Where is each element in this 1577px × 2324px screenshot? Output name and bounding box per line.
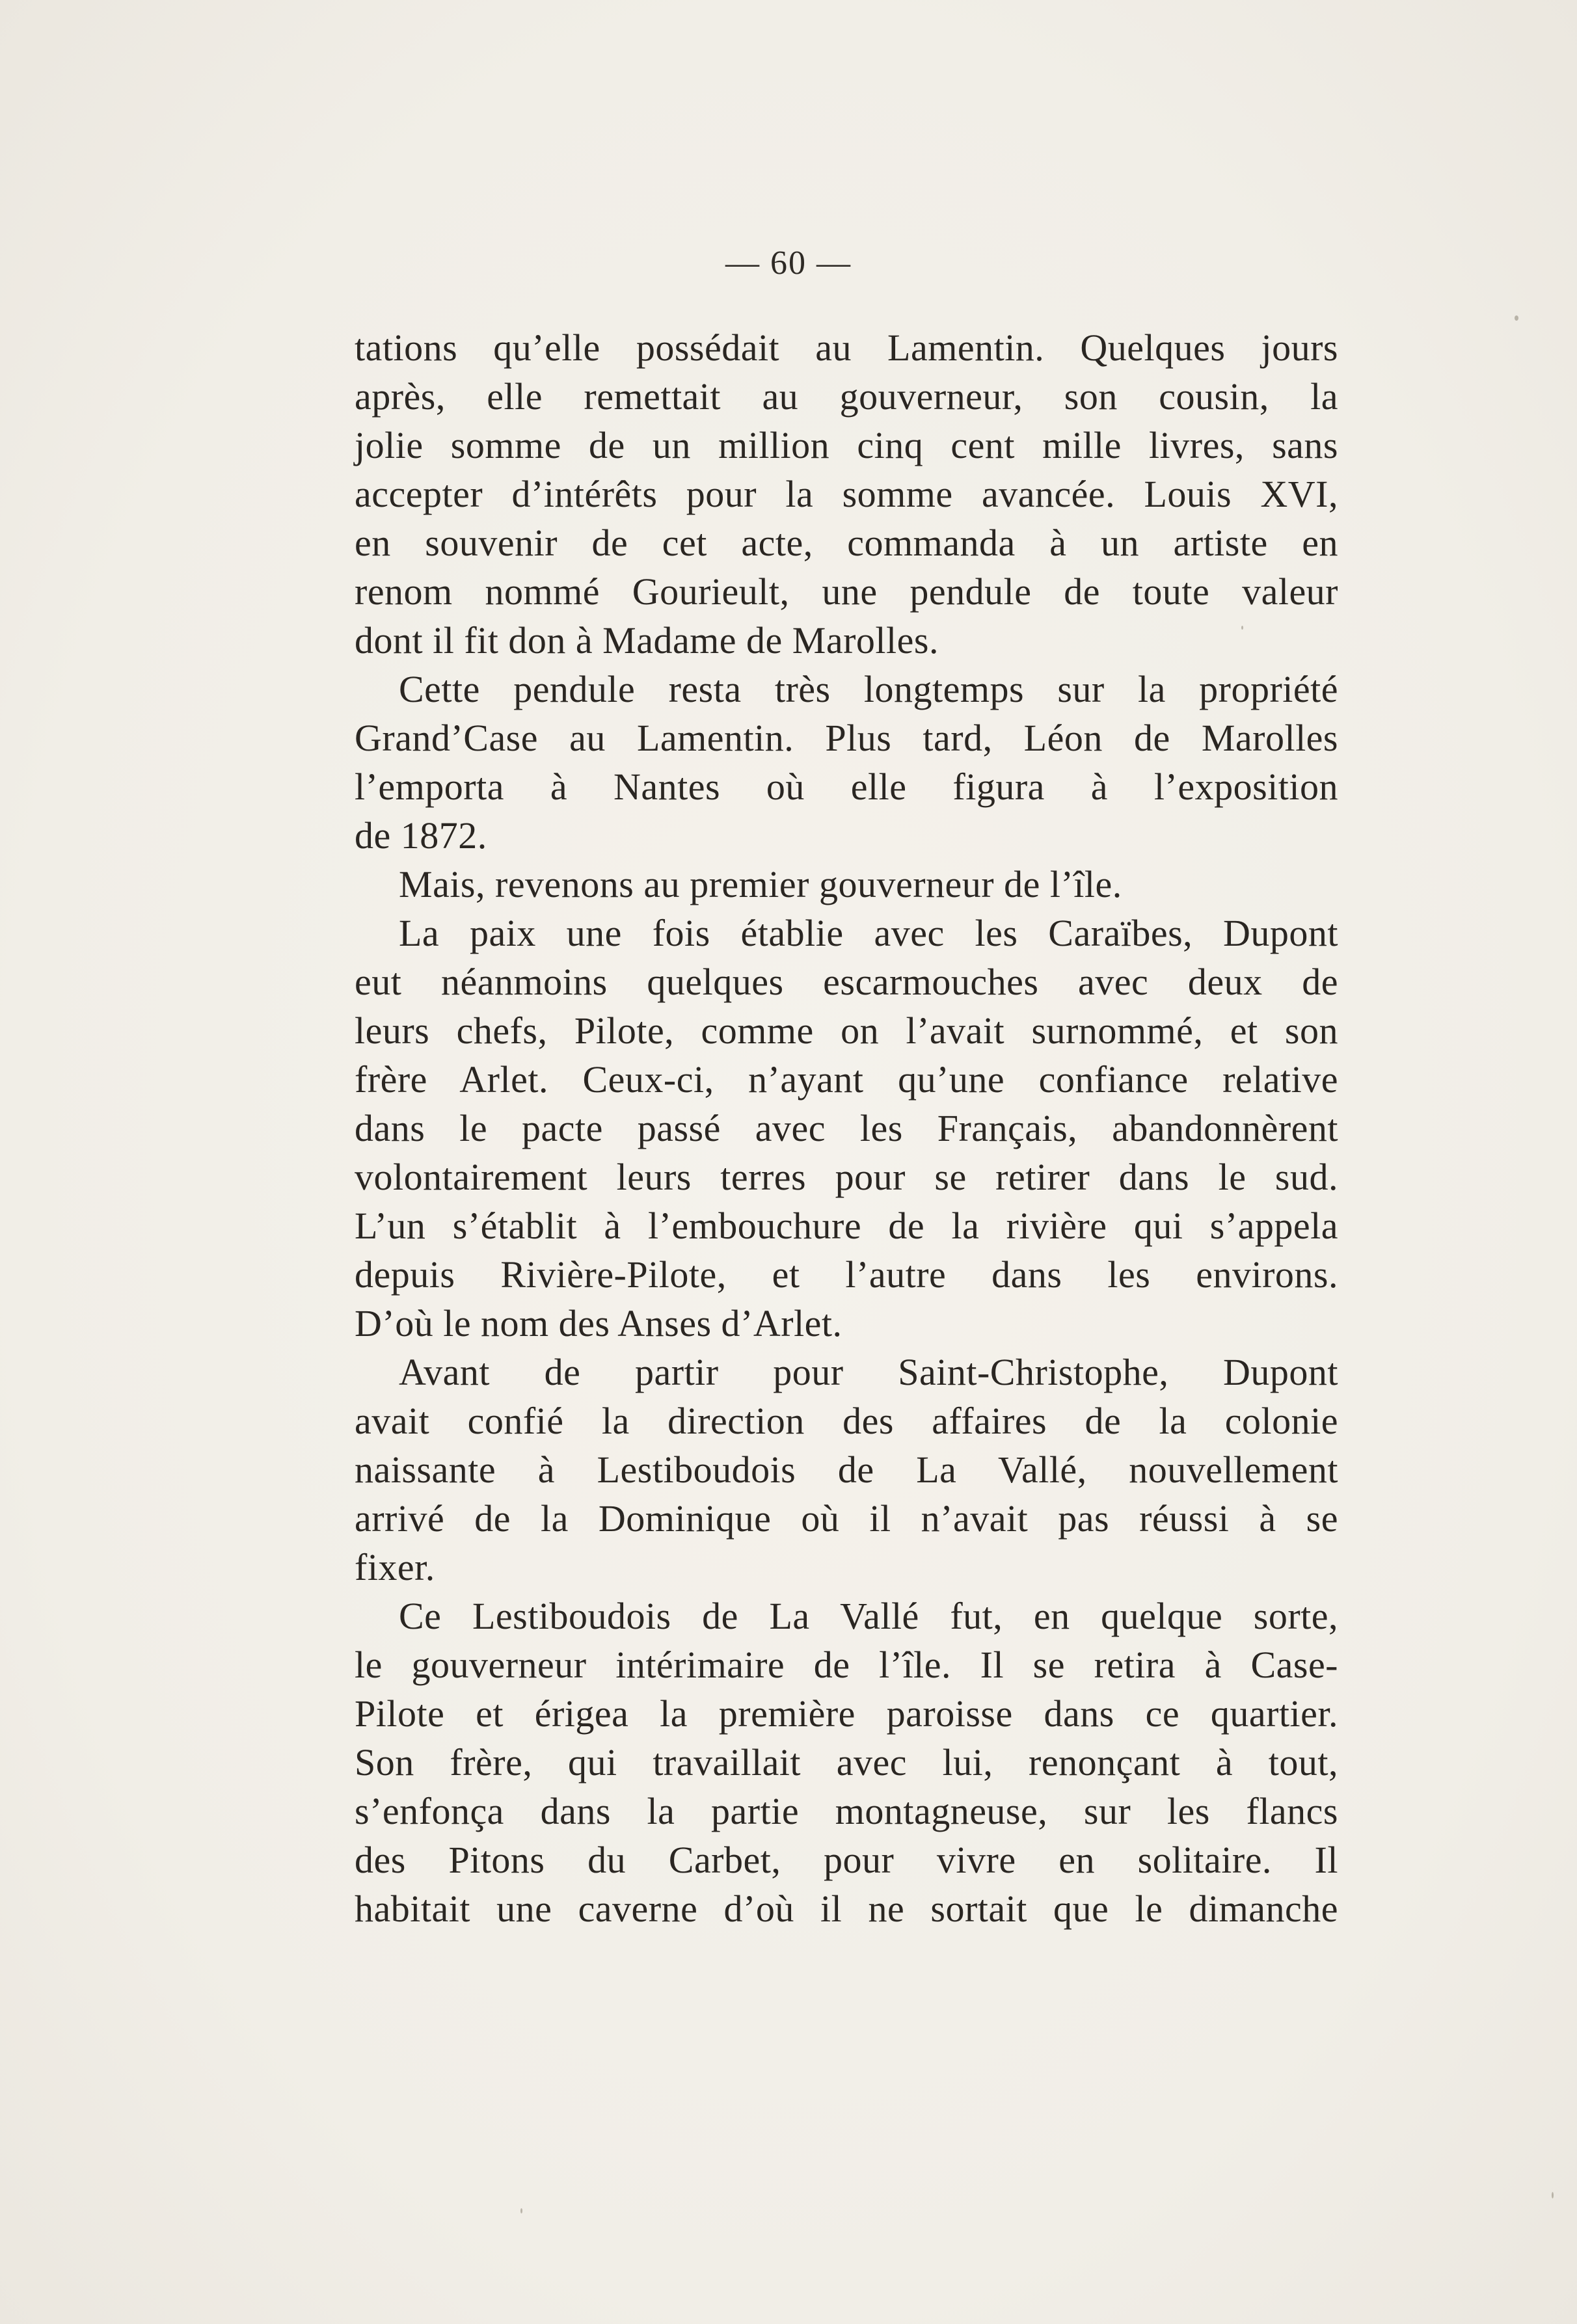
text-line: Grand’Case au Lamentin. Plus tard, Léon de Marolles: [355, 717, 1338, 759]
text-line: des Pitons du Carbet, pour vivre en solitaire. Il: [355, 1839, 1338, 1881]
paragraph: [355, 1592, 1338, 1933]
text-line: La paix une fois établie avec les Caraïbes, Dupont: [399, 912, 1338, 954]
text-line: dans le pacte passé avec les Français, abandonnèrent: [355, 1107, 1338, 1149]
scan-speck: [1515, 315, 1518, 321]
text-line: Ce Lestiboudois de La Vallé fut, en quelque sorte,: [399, 1595, 1338, 1637]
text-line: fixer.: [355, 1546, 435, 1588]
text-line: s’enfonça dans la partie montagneuse, sur les flancs: [355, 1790, 1338, 1832]
text-line: renom nommé Gourieult, une pendule de toute valeur: [355, 570, 1338, 613]
page-number: — 60 —: [725, 245, 852, 282]
text-line: eut néanmoins quelques escarmouches avec deux de: [355, 961, 1338, 1003]
scan-speck: [520, 2208, 522, 2213]
text-line: Pilote et érigea la première paroisse dans ce quartier.: [355, 1692, 1338, 1735]
text-line: l’emporta à Nantes où elle figura à l’exposition: [355, 766, 1338, 808]
paragraph: [355, 323, 1338, 665]
paragraph: [355, 860, 1338, 909]
text-line: volontairement leurs terres pour se retirer dans le sud.: [355, 1156, 1338, 1198]
text-line: le gouverneur intérimaire de l’île. Il se retira à Case-: [355, 1644, 1338, 1686]
text-line: jolie somme de un million cinq cent mille livres, sans: [355, 424, 1338, 466]
text-line: Cette pendule resta très longtemps sur la propriété: [399, 668, 1338, 710]
text-line: dont il fit don à Madame de Marolles.: [355, 619, 939, 661]
paragraph: [355, 1348, 1338, 1592]
text-line: L’un s’établit à l’embouchure de la rivière qui s’appela: [355, 1205, 1338, 1247]
text-line: de 1872.: [355, 814, 487, 857]
text-line: en souvenir de cet acte, commanda à un artiste en: [355, 522, 1338, 564]
scan-speck: [1552, 2192, 1554, 2198]
text-line: D’où le nom des Anses d’Arlet.: [355, 1302, 842, 1344]
text-line: tations qu’elle possédait au Lamentin. Quelques jours: [355, 327, 1338, 369]
text-line: accepter d’intérêts pour la somme avancée. Louis XVI,: [355, 473, 1338, 515]
text-line: frère Arlet. Ceux-ci, n’ayant qu’une confiance relative: [355, 1058, 1338, 1101]
paragraph: [355, 665, 1338, 860]
text-line: avait confié la direction des affaires de la colonie: [355, 1400, 1338, 1442]
text-line: Mais, revenons au premier gouverneur de l’île.: [399, 863, 1122, 905]
text-line: habitait une caverne d’où il ne sortait que le dimanche: [355, 1888, 1338, 1930]
paragraph: [355, 909, 1338, 1348]
text-line: après, elle remettait au gouverneur, son cousin, la: [355, 375, 1338, 418]
text-line: Son frère, qui travaillait avec lui, renonçant à tout,: [355, 1741, 1338, 1783]
text-line: leurs chefs, Pilote, comme on l’avait surnommé, et son: [355, 1009, 1338, 1052]
text-line: naissante à Lestiboudois de La Vallé, nouvellement: [355, 1449, 1338, 1491]
scan-speck: [1241, 626, 1243, 630]
text-line: Avant de partir pour Saint-Christophe, Dupont: [399, 1351, 1338, 1393]
body-text: [355, 323, 1338, 1933]
text-line: depuis Rivière-Pilote, et l’autre dans les environs.: [355, 1253, 1338, 1296]
text-line: arrivé de la Dominique où il n’avait pas réussi à se: [355, 1497, 1338, 1540]
